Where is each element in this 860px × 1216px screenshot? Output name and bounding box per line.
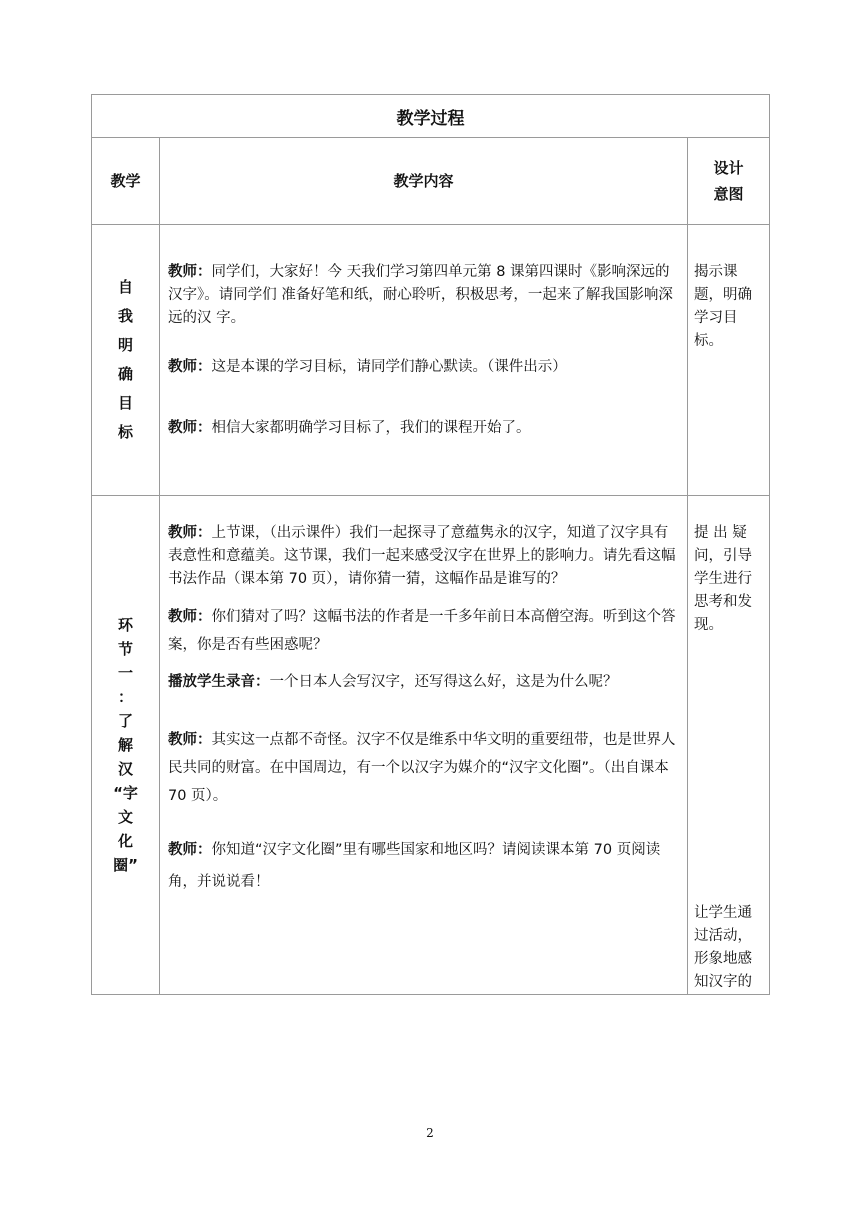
header-teaching: 教学: [92, 138, 160, 225]
teacher-paragraph: [168, 261, 679, 330]
section2-label-char: “字: [113, 784, 138, 802]
intent-text: 揭示课题，明确学习目标。: [694, 264, 752, 349]
paragraph-text: 同学们，大家好！今 天我们学习第四单元第 8 课第四课时《影响深远的汉字》。请同学们 准备好笔和纸，耐心聆听，积极思考，一起来了解我国影响深远的汉 字。: [168, 264, 673, 326]
section2-label-char: 文: [117, 808, 133, 826]
paragraph-text: 你知道“汉字文化圈”里有哪些国家和地区吗？请阅读课本第 70 页阅读角，并说说看！: [168, 842, 661, 890]
section2-label-char: 环: [117, 616, 133, 634]
teacher-paragraph: [168, 522, 679, 591]
paragraph-text: 你们猜对了吗？这幅书法的作者是一千多年前日本高僧空海。听到这个答案，你是否有些困惑呢？: [168, 609, 676, 653]
speaker-label: 播放学生录音：: [168, 674, 270, 690]
intent-text-1: 提 出 疑问，引导学生进行思考和发现。: [694, 525, 752, 633]
teacher-paragraph: [168, 603, 679, 659]
section2-label-char: 了: [117, 712, 133, 730]
paragraph-text: 相信大家都明确学习目标了，我们的课程开始了。: [211, 420, 531, 436]
section2-label-char: ：: [117, 688, 133, 706]
section2-label-char: 圈”: [113, 856, 138, 874]
section1-label-char: 目: [117, 394, 133, 412]
teacher-paragraph: [168, 834, 679, 898]
speaker-label: 教师：: [168, 732, 212, 748]
speaker-label: 教师：: [168, 525, 212, 541]
table-title: 教学过程: [92, 95, 770, 138]
section2-label-char: 解: [117, 736, 133, 754]
speaker-label: 教师：: [168, 609, 212, 625]
section1-label-char: 标: [117, 423, 133, 441]
page-number: 2: [426, 1126, 434, 1140]
speaker-label: 教师：: [168, 420, 212, 436]
teacher-paragraph: [168, 417, 679, 440]
section1-label-char: 确: [117, 365, 133, 383]
teacher-paragraph: [168, 356, 679, 379]
section1-label: [92, 225, 160, 496]
section2-label: [92, 496, 160, 995]
teacher-paragraph: [168, 726, 679, 810]
section2-label-char: 一: [117, 664, 133, 682]
paragraph-text: 一个日本人会写汉字，还写得这么好，这是为什么呢？: [269, 674, 618, 690]
section2-intent: [688, 496, 770, 995]
section2-label-char: 汉: [117, 760, 133, 778]
section1-content: [160, 225, 688, 496]
section1-label-char: 明: [117, 336, 133, 354]
paragraph-text: 其实这一点都不奇怪。汉字不仅是维系中华文明的重要纽带，也是世界人民共同的财富。在中国周边，有一个以汉字为媒介的“汉字文化圈”。（出自课本 70 页）。: [168, 732, 676, 804]
section1-intent: [688, 225, 770, 496]
section1-label-char: 我: [117, 307, 133, 325]
section2-label-char: 节: [117, 640, 133, 658]
paragraph-text: 上节课，（出示课件）我们一起探寻了意蕴隽永的汉字，知道了汉字具有表意性和意蕴美。这节课，我们一起来感受汉字在世界上的影响力。请先看这幅书法作品（课本第 70 页），请你猜一猜，这幅作品是谁写的？: [168, 525, 676, 587]
paragraph-text: 这是本课的学习目标，请同学们静心默读。（课件出示）: [211, 359, 567, 375]
student-recording-paragraph: [168, 671, 679, 694]
speaker-label: 教师：: [168, 842, 212, 858]
speaker-label: 教师：: [168, 264, 212, 280]
header-design-intent-line2: 意图: [713, 185, 744, 203]
header-design-intent: [688, 138, 770, 225]
section2-content: [160, 496, 688, 995]
header-teaching-content: 教学内容: [160, 138, 688, 225]
intent-text-2: 让学生通过活动，形象地感知汉字的: [694, 905, 752, 990]
header-design-intent-line1: 设计: [713, 159, 744, 177]
lesson-process-table: [91, 94, 770, 995]
section1-label-char: 自: [117, 278, 133, 296]
speaker-label: 教师：: [168, 359, 212, 375]
section2-label-char: 化: [117, 832, 133, 850]
